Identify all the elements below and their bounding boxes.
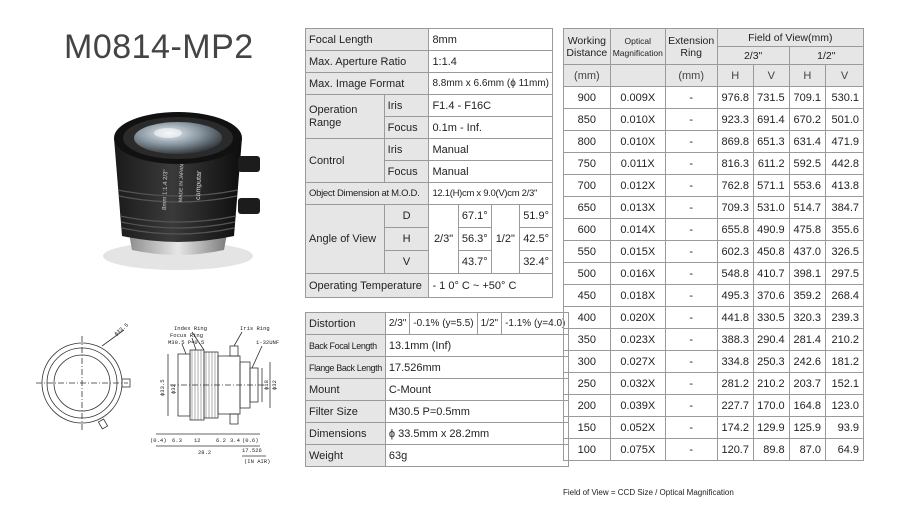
cell-v-a: 490.9 [753,219,789,241]
angle-of-view-label: Angle of View [306,205,385,274]
cell-h-a: 655.8 [717,219,753,241]
spec-table-2 [305,312,569,467]
cell-extension-ring: - [665,395,717,417]
cell-h-b: 281.4 [789,329,825,351]
cell-working-distance: 600 [564,219,611,241]
cell-v-b: 355.6 [826,219,864,241]
cell-v-a: 531.0 [753,197,789,219]
cell-v-a: 210.2 [753,373,789,395]
cell-h-a: 548.8 [717,263,753,285]
operation-iris-label: Iris [384,95,429,117]
cell-magnification: 0.075X [610,439,665,461]
cell-v-b: 93.9 [826,417,864,439]
cell-h-b: 164.8 [789,395,825,417]
lens-photo [100,98,270,278]
cell-magnification: 0.010X [610,109,665,131]
angle-d-a: 67.1° [458,205,491,228]
angle-v-b: 32.4° [519,251,552,274]
drawing-dim-34: 3.4 [230,437,240,444]
drawing-label-focus-ring: Focus Ring [170,332,204,339]
max-image-format-value: 8.8mm x 6.6mm (ϕ 11mm) [429,73,553,95]
drawing-label-iris-ring: Iris Ring [240,325,270,332]
drawing-label-mount-thread: 1-32UNF [256,339,280,346]
cell-h-b: 125.9 [789,417,825,439]
distortion-format-b: 1/2" [477,313,501,335]
cell-v-b: 152.1 [826,373,864,395]
cell-v-a: 731.5 [753,87,789,109]
cell-magnification: 0.011X [610,153,665,175]
drawing-dim-17526: 17.526 [242,447,262,454]
spec-row-flange-back [306,357,569,379]
cell-h-b: 87.0 [789,439,825,461]
angle-v-a: 43.7° [458,251,491,274]
operation-iris-value: F1.4 - F16C [429,95,553,117]
spec-row-object-dimension [306,183,553,205]
cell-h-a: 869.8 [717,131,753,153]
cell-h-a: 174.2 [717,417,753,439]
spec-row-operation-iris [306,95,553,117]
cell-h-b: 670.2 [789,109,825,131]
drawing-dim-04: (0.4) [150,437,167,444]
cell-v-a: 450.8 [753,241,789,263]
cell-working-distance: 450 [564,285,611,307]
operation-range-label: Operation Range [306,95,385,139]
drawing-dim-32: ϕ32 [170,384,177,394]
product-title: M0814-MP2 [64,28,254,66]
cell-working-distance: 850 [564,109,611,131]
distortion-format-a: 2/3" [385,313,409,335]
unit-working-distance: (mm) [564,65,611,87]
cell-h-a: 441.8 [717,307,753,329]
cell-magnification: 0.027X [610,351,665,373]
cell-magnification: 0.016X [610,263,665,285]
control-focus-value: Manual [429,161,553,183]
cell-v-a: 250.3 [753,351,789,373]
unit-extension-ring: (mm) [665,65,717,87]
cell-v-b: 471.9 [826,131,864,153]
cell-h-b: 631.4 [789,131,825,153]
angle-v-label: V [384,251,429,274]
table-row [564,307,864,329]
cell-working-distance: 700 [564,175,611,197]
spec-row-operating-temp [306,274,553,298]
drawing-dim-in-air: (IN AIR) [244,458,271,465]
distortion-value-b: -1.1% (y=4.0) [502,313,569,335]
table-row [564,417,864,439]
cell-v-a: 330.5 [753,307,789,329]
cell-magnification: 0.020X [610,307,665,329]
cell-v-a: 89.8 [753,439,789,461]
cell-magnification: 0.013X [610,197,665,219]
dimension-drawing [30,316,300,466]
cell-h-a: 923.3 [717,109,753,131]
drawing-dim-06: (0.6) [242,437,259,444]
cell-v-b: 501.0 [826,109,864,131]
header-optical-magnification: Optical Magnification [610,29,665,65]
table-row [564,131,864,153]
max-aperture-value: 1:1.4 [429,51,553,73]
header-v-b: V [826,65,864,87]
object-dimension-value: 12.1(H)cm x 9.0(V)cm 2/3" [429,183,553,205]
max-aperture-label: Max. Aperture Ratio [306,51,429,73]
cell-magnification: 0.010X [610,131,665,153]
cell-v-a: 691.4 [753,109,789,131]
cell-h-a: 281.2 [717,373,753,395]
drawing-dim-32b: ϕ32 [271,380,278,390]
spec-row-mount [306,379,569,401]
cell-magnification: 0.023X [610,329,665,351]
cell-v-b: 297.5 [826,263,864,285]
cell-h-b: 709.1 [789,87,825,109]
cell-extension-ring: - [665,131,717,153]
cell-v-a: 571.1 [753,175,789,197]
weight-value: 63g [385,445,569,467]
spec-row-filter-size [306,401,569,423]
cell-extension-ring: - [665,351,717,373]
angle-h-b: 42.5° [519,228,552,251]
cell-working-distance: 350 [564,329,611,351]
cell-v-b: 123.0 [826,395,864,417]
drawing-label-index-ring: Index Ring [174,325,208,332]
angle-d-b: 51.9° [519,205,552,228]
cell-v-a: 611.2 [753,153,789,175]
drawing-dim-18: ϕ18 [263,380,270,390]
focal-length-label: Focal Length [306,29,429,51]
angle-format-b: 1/2" [491,205,519,274]
object-dimension-label: Object Dimension at M.O.D. [306,183,429,205]
flange-back-value: 17.526mm [385,357,569,379]
fov-header-row-1 [564,29,864,47]
fov-footnote: Field of View = CCD Size / Optical Magnification [563,488,734,497]
lens-lettering-made-in: MADE IN JAPAN [178,163,186,203]
cell-extension-ring: - [665,417,717,439]
lens-lettering-brand: computar [195,170,204,201]
cell-extension-ring: - [665,307,717,329]
drawing-front-diameter: ϕ33.5 [112,321,130,338]
cell-magnification: 0.012X [610,175,665,197]
spec-row-dimensions [306,423,569,445]
fov-body [564,87,864,461]
cell-h-a: 227.7 [717,395,753,417]
drawing-dim-63: 6.3 [172,437,182,444]
operation-focus-label: Focus [384,117,429,139]
unit-magnification [610,65,665,87]
cell-h-a: 709.3 [717,197,753,219]
table-row [564,263,864,285]
cell-extension-ring: - [665,241,717,263]
drawing-dim-282: 28.2 [198,449,212,456]
spec-row-distortion [306,313,569,335]
cell-working-distance: 800 [564,131,611,153]
cell-extension-ring: - [665,285,717,307]
header-h-b: H [789,65,825,87]
angle-d-label: D [384,205,429,228]
cell-v-a: 651.3 [753,131,789,153]
flange-back-label: Flange Back Length [306,357,386,379]
cell-extension-ring: - [665,109,717,131]
header-h-a: H [717,65,753,87]
angle-format-a: 2/3" [429,205,458,274]
table-row [564,197,864,219]
table-row [564,241,864,263]
table-row [564,285,864,307]
mount-value: C-Mount [385,379,569,401]
spec-row-angle-d [306,205,553,228]
spec-row-weight [306,445,569,467]
cell-v-b: 326.5 [826,241,864,263]
cell-magnification: 0.018X [610,285,665,307]
max-image-format-label: Max. Image Format [306,73,429,95]
distortion-value-a: -0.1% (y=5.5) [410,313,477,335]
cell-h-b: 203.7 [789,373,825,395]
table-row [564,351,864,373]
cell-extension-ring: - [665,263,717,285]
cell-h-b: 398.1 [789,263,825,285]
distortion-label: Distortion [306,313,386,335]
operating-temp-value: - 1 0° C ~ +50° C [429,274,553,298]
fov-header-row-3 [564,65,864,87]
cell-v-b: 210.2 [826,329,864,351]
mount-label: Mount [306,379,386,401]
cell-extension-ring: - [665,197,717,219]
cell-working-distance: 100 [564,439,611,461]
spec-row-back-focal [306,335,569,357]
cell-magnification: 0.052X [610,417,665,439]
cell-h-a: 120.7 [717,439,753,461]
field-of-view-table [563,28,864,461]
cell-v-a: 370.6 [753,285,789,307]
cell-v-b: 239.3 [826,307,864,329]
cell-magnification: 0.015X [610,241,665,263]
dimensions-label: Dimensions [306,423,386,445]
cell-v-b: 384.7 [826,197,864,219]
cell-extension-ring: - [665,373,717,395]
spec-row-control-iris [306,139,553,161]
cell-extension-ring: - [665,175,717,197]
angle-h-label: H [384,228,429,251]
spec-row-focal-length [306,29,553,51]
table-row [564,87,864,109]
back-focal-label: Back Focal Length [306,335,386,357]
table-row [564,219,864,241]
cell-working-distance: 150 [564,417,611,439]
operating-temp-label: Operating Temperature [306,274,429,298]
header-extension-ring: Extension Ring [665,29,717,65]
cell-h-b: 320.3 [789,307,825,329]
control-focus-label: Focus [384,161,429,183]
cell-v-b: 64.9 [826,439,864,461]
filter-size-label: Filter Size [306,401,386,423]
table-row [564,329,864,351]
cell-v-b: 442.8 [826,153,864,175]
cell-extension-ring: - [665,329,717,351]
cell-v-b: 413.8 [826,175,864,197]
control-label: Control [306,139,385,183]
header-v-a: V [753,65,789,87]
filter-size-value: M30.5 P=0.5mm [385,401,569,423]
cell-h-b: 514.7 [789,197,825,219]
cell-magnification: 0.039X [610,395,665,417]
cell-working-distance: 250 [564,373,611,395]
cell-v-a: 410.7 [753,263,789,285]
cell-h-b: 359.2 [789,285,825,307]
cell-h-b: 592.5 [789,153,825,175]
cell-h-b: 475.8 [789,219,825,241]
cell-v-a: 290.4 [753,329,789,351]
control-iris-label: Iris [384,139,429,161]
cell-h-b: 553.6 [789,175,825,197]
cell-magnification: 0.032X [610,373,665,395]
focal-length-value: 8mm [429,29,553,51]
cell-h-b: 242.6 [789,351,825,373]
cell-h-a: 602.3 [717,241,753,263]
header-field-of-view: Field of View(mm) [717,29,863,47]
cell-h-b: 437.0 [789,241,825,263]
cell-working-distance: 750 [564,153,611,175]
cell-h-a: 976.8 [717,87,753,109]
cell-h-a: 816.3 [717,153,753,175]
cell-h-a: 334.8 [717,351,753,373]
table-row [564,109,864,131]
back-focal-value: 13.1mm (Inf) [385,335,569,357]
header-working-distance: Working Distance [564,29,611,65]
table-row [564,395,864,417]
drawing-dim-outer: ϕ33.5 [159,379,166,396]
table-row [564,175,864,197]
table-row [564,153,864,175]
table-row [564,373,864,395]
cell-working-distance: 300 [564,351,611,373]
header-format-b: 1/2" [789,47,863,65]
cell-v-b: 181.2 [826,351,864,373]
dimensions-value: ϕ 33.5mm x 28.2mm [385,423,569,445]
drawing-label-filter-thread: M30.5 P=0.5 [168,339,205,346]
cell-v-b: 268.4 [826,285,864,307]
cell-v-a: 129.9 [753,417,789,439]
cell-working-distance: 400 [564,307,611,329]
cell-extension-ring: - [665,439,717,461]
table-row [564,439,864,461]
cell-extension-ring: - [665,87,717,109]
cell-v-a: 170.0 [753,395,789,417]
control-iris-value: Manual [429,139,553,161]
drawing-dim-12: 12 [194,437,201,444]
cell-h-a: 388.3 [717,329,753,351]
cell-v-b: 530.1 [826,87,864,109]
cell-magnification: 0.009X [610,87,665,109]
cell-working-distance: 200 [564,395,611,417]
cell-working-distance: 500 [564,263,611,285]
lens-lettering-spec: 8mm 1:1.4 2/3" [162,169,170,211]
cell-h-a: 495.3 [717,285,753,307]
weight-label: Weight [306,445,386,467]
spec-row-max-image-format [306,73,553,95]
operation-focus-value: 0.1m - Inf. [429,117,553,139]
cell-magnification: 0.014X [610,219,665,241]
angle-h-a: 56.3° [458,228,491,251]
cell-extension-ring: - [665,153,717,175]
cell-working-distance: 900 [564,87,611,109]
cell-extension-ring: - [665,219,717,241]
cell-working-distance: 650 [564,197,611,219]
cell-h-a: 762.8 [717,175,753,197]
spec-table [305,28,553,298]
header-format-a: 2/3" [717,47,789,65]
cell-working-distance: 550 [564,241,611,263]
drawing-dim-62: 6.2 [216,437,226,444]
spec-row-max-aperture [306,51,553,73]
